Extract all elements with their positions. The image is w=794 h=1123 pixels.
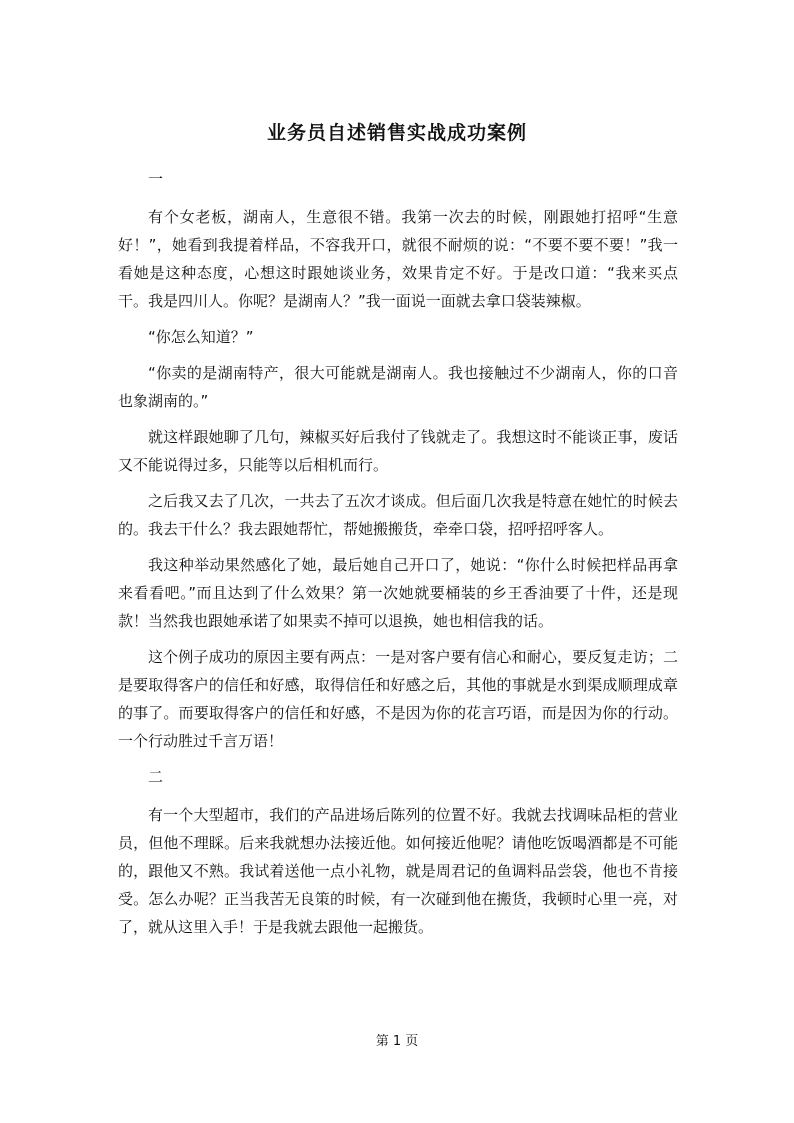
paragraph: 之后我又去了几次，一共去了五次才谈成。但后面几次我是特意在她忙的时候去的。我去干什么？我去跟她帮忙，帮她搬搬货，牵牵口袋，招呼招呼客人。 (118, 492, 678, 538)
paragraph: 就这样跟她聊了几句，辣椒买好后我付了钱就走了。我想这时不能谈正事，废话又不能说得过多，只能等以后相机而行。 (118, 428, 678, 474)
section-heading-2: 二 (148, 768, 164, 786)
document-title: 业务员自述销售实战成功案例 (266, 122, 527, 144)
document-body (118, 165, 678, 949)
page-number-footer: 第 1 页 (375, 1034, 419, 1049)
paragraph: 这个例子成功的原因主要有两点：一是对客户要有信心和耐心，要反复走访；二是要取得客户的信任和好感，取得信任和好感之后，其他的事就是水到渠成顺理成章的事了。而要取得客户的信任和好感，不是因为你的花言巧语，而是因为你的行动。一个行动胜过千言万语！ (118, 648, 678, 750)
paragraph: 有个女老板，湖南人，生意很不错。我第一次去的时候，刚跟她打招呼“生意好！”，她看到我提着样品，不容我开口，就很不耐烦的说：“不要不要不要！”我一看她是这种态度，心想这时跟她谈业务，效果肯定不好。于是改口道：“我来买点干。我是四川人。你呢？是湖南人？”我一面说一面就去拿口袋装辣椒。 (118, 208, 678, 310)
paragraph: “你卖的是湖南特产，很大可能就是湖南人。我也接触过不少湖南人，你的口音也象湖南的。” (118, 364, 678, 410)
paragraph: “你怎么知道？” (148, 328, 254, 346)
paragraph: 有一个大型超市，我们的产品进场后陈列的位置不好。我就去找调味品柜的营业员，但他不理睬。后来我就想办法接近他。如何接近他呢？请他吃饭喝酒都是不可能的，跟他又不熟。我试着送他一点小礼物，就是周君记的鱼调料品尝袋，他也不肯接受。怎么办呢？正当我苦无良策的时候，有一次碰到他在搬货，我顿时心里一亮，对了，就从这里入手！于是我就去跟他一起搬货。 (118, 806, 678, 936)
paragraph: 我这种举动果然感化了她，最后她自己开口了，她说：“你什么时候把样品再拿来看看吧。”而且达到了什么效果？第一次她就要桶装的乡王香油要了十件，还是现款！当然我也跟她承诺了如果卖不掉可以退换，她也相信我的话。 (118, 556, 678, 630)
section-heading-1: 一 (148, 170, 164, 188)
